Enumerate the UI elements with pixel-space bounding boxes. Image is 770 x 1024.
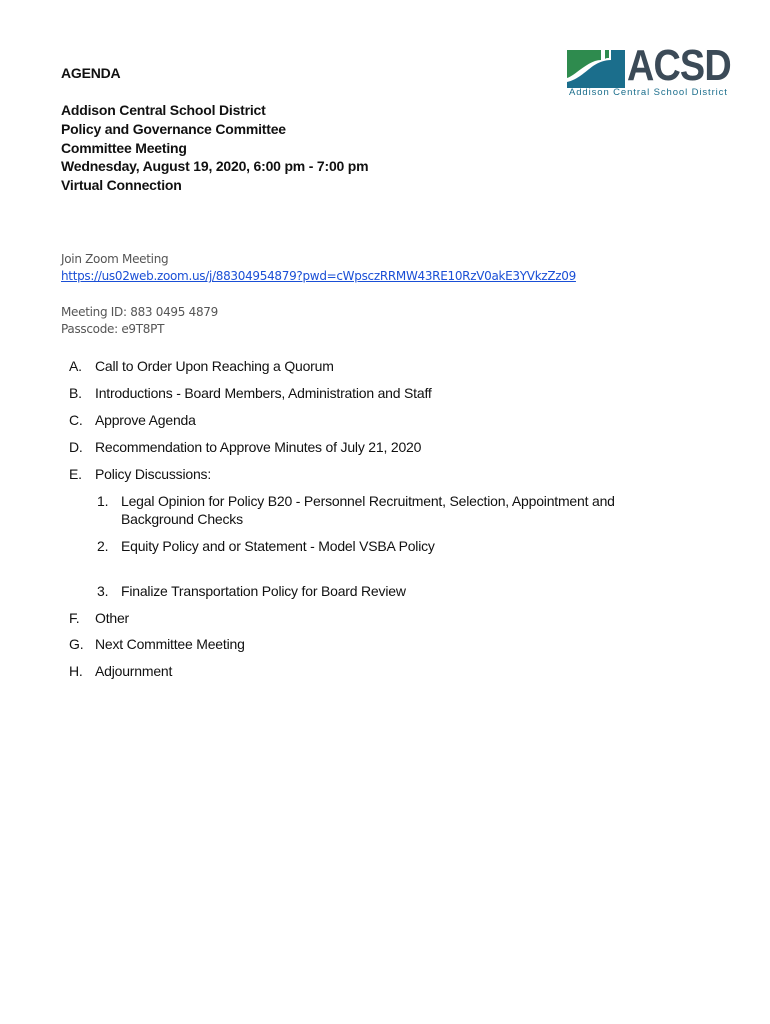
- agenda-item-text: Recommendation to Approve Minutes of July 21, 2020: [95, 439, 422, 455]
- agenda-item-text: Call to Order Upon Reaching a Quorum: [95, 358, 334, 374]
- meeting-date-time: Wednesday, August 19, 2020, 6:00 pm - 7:00 pm: [61, 158, 369, 174]
- meeting-passcode: Passcode: e9T8PT: [61, 322, 165, 336]
- policy-subitem-continuation: Background Checks: [121, 511, 243, 527]
- acsd-logo: [567, 41, 731, 102]
- agenda-item-text: Adjournment: [95, 663, 173, 679]
- agenda-item-text: Next Committee Meeting: [95, 636, 245, 652]
- committee-name: Policy and Governance Committee: [61, 121, 286, 137]
- meeting-id: Meeting ID: 883 0495 4879: [61, 305, 218, 319]
- agenda-item-text: Introductions - Board Members, Administration and Staff: [95, 385, 432, 401]
- policy-subitem-marker: 2.: [97, 538, 109, 554]
- agenda-item-text: Policy Discussions:: [95, 466, 212, 482]
- policy-subitem-marker: 3.: [97, 583, 109, 599]
- logo-text: ACSD: [627, 41, 731, 90]
- agenda-item-text: Approve Agenda: [95, 412, 196, 428]
- policy-subitem-marker: 1.: [97, 493, 109, 509]
- agenda-item-text: Other: [95, 610, 130, 626]
- agenda-item-marker: H.: [69, 663, 83, 679]
- policy-subitem-text: Equity Policy and or Statement - Model VSBA Policy: [121, 538, 435, 554]
- meeting-location: Virtual Connection: [61, 177, 182, 193]
- policy-subitem-text: Legal Opinion for Policy B20 - Personnel Recruitment, Selection, Appointment and: [121, 493, 615, 509]
- agenda-heading: AGENDA: [61, 65, 121, 81]
- acsd-wave-icon: [567, 46, 625, 88]
- agenda-item-marker: B.: [69, 385, 82, 401]
- zoom-meeting-link[interactable]: https://us02web.zoom.us/j/88304954879?pwd=cWpsczRRMW43RE10RzV0akE3YVkzZz09: [61, 269, 576, 283]
- agenda-item-marker: F.: [69, 610, 80, 626]
- meeting-type: Committee Meeting: [61, 140, 187, 156]
- agenda-item-marker: E.: [69, 466, 82, 482]
- logo-subtitle: Addison Central School District: [569, 87, 728, 98]
- policy-subitem-text: Finalize Transportation Policy for Board Review: [121, 583, 406, 599]
- join-zoom-label: Join Zoom Meeting: [61, 252, 169, 266]
- agenda-item-marker: D.: [69, 439, 83, 455]
- agenda-item-marker: A.: [69, 358, 82, 374]
- agenda-item-marker: C.: [69, 412, 83, 428]
- district-name: Addison Central School District: [61, 102, 266, 118]
- agenda-item-marker: G.: [69, 636, 84, 652]
